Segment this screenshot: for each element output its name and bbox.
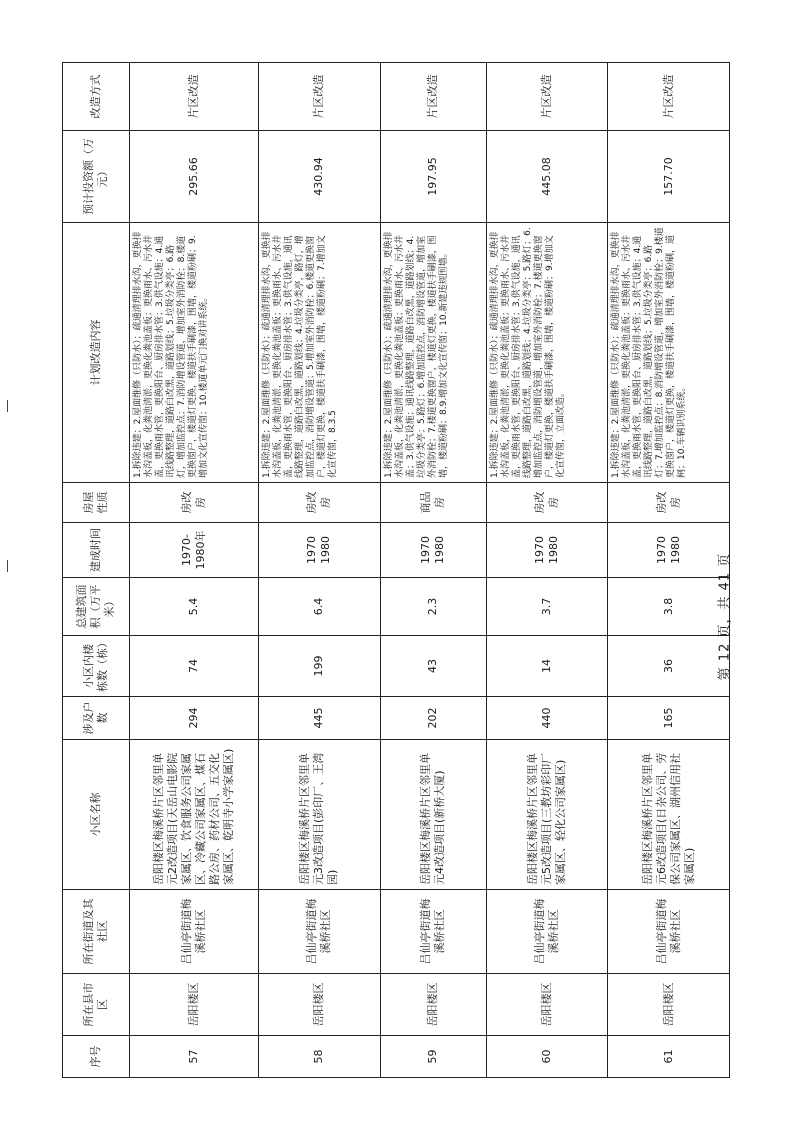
page-footer: [708, 552, 738, 680]
cell-nature: 房改房: [130, 483, 259, 523]
cell-area: 6.4: [258, 578, 380, 636]
cell-plan: 1.拆除违建；2.屋面维修（只防水）；疏通清理排水沟，更换排水沟盖板，化粪池清淤，更换化粪池盖板；更换雨水、污水井盖，更换雨水管，更换阳台、厨房排水管；3.供气设施，通讯线路整理，道路白改黑，道路划线；4.垃圾分类亭；5.路灯；6.增加监控点，消防增设管道，增加室外消防栓；7.楼道更换窗户，楼道灯更换，楼道扶手刷漆，围墙，楼道粉刷；9.增加文化宣传窗，立面改造。: [486, 223, 608, 483]
cell-plan: 1.拆除违建；2.屋面维修（只防水）；疏通清理排水沟，更换排水沟盖板，化粪池清淤，更换化粪池盖板；更换雨水、污水井盖，更换雨水管，更换阳台、厨房排水管；3.供气设施，通讯线路整理，道路白改黑，道路划线；4.垃圾分类亭，路灯，增加监控点，消防增设管道；5.增加室外消防栓；6.楼道更换窗户，楼道灯更换，楼道扶手刷漆，围墙，楼道粉刷；7.增加文化宣传窗，8.3.5: [258, 223, 380, 483]
header-street: 所在街道及其社区: [63, 890, 130, 974]
table-row: [486, 63, 608, 1078]
cell-plan: 1.拆除违建；2.屋面维修（只防水）；疏通清理排水沟，更换排水沟盖板，化粪池清淤，更换化粪池盖板；更换雨水、污水井盖；3.供气设施；通讯线路整理，道路白改黑，道路划线；4.垃圾分类亭；5.路灯；6.增加监控点，消防增设管道，增加室外消防栓；7.楼道更换窗户，楼道灯更换，楼道扶手刷漆，围墙，楼道粉刷；8.9.增加文化宣传窗；10.新建违规围墙。: [380, 223, 486, 483]
cell-name: 岳阳楼区梅溪桥片区邻里单元2改造项目(天岳山电影院家属区、饮食服务公司家属区、冷藏公司家属区、煤石路公房、药材公司、五交化家属区、乾明寺小学家属区): [130, 740, 259, 890]
scan-mark: [7, 400, 8, 412]
table-row: [380, 63, 486, 1078]
rotated-table-container: [62, 63, 730, 1078]
table-row: [130, 63, 259, 1078]
cell-nature: 房改房: [258, 483, 380, 523]
header-year: 建成时间: [63, 523, 130, 578]
cell-buildings: 43: [380, 636, 486, 697]
cell-mode: 片区改造: [130, 63, 259, 131]
cell-year: 1970 1980: [608, 523, 730, 578]
cell-name: 岳阳楼区梅溪桥片区邻里单元6改造项目(日杂公司、劳保公司家属区、湖州信用社家属区): [608, 740, 730, 890]
header-seq: 序号: [63, 1036, 130, 1078]
cell-buildings: 74: [130, 636, 259, 697]
cell-street: 吕仙亭街道梅溪桥社区: [608, 890, 730, 974]
cell-street: 吕仙亭街道梅溪桥社区: [486, 890, 608, 974]
cell-households: 202: [380, 697, 486, 740]
cell-area: 3.7: [486, 578, 608, 636]
cell-seq: 61: [608, 1036, 730, 1078]
cell-street: 吕仙亭街道梅溪桥社区: [130, 890, 259, 974]
cell-area: 3.8: [608, 578, 730, 636]
cell-seq: 60: [486, 1036, 608, 1078]
cell-buildings: 14: [486, 636, 608, 697]
cell-invest: 197.95: [380, 131, 486, 223]
header-name: 小区名称: [63, 740, 130, 890]
cell-seq: 59: [380, 1036, 486, 1078]
cell-seq: 58: [258, 1036, 380, 1078]
header-county: 所在县市区: [63, 974, 130, 1036]
cell-county: 岳阳楼区: [486, 974, 608, 1036]
cell-mode: 片区改造: [380, 63, 486, 131]
cell-street: 吕仙亭街道梅溪桥社区: [380, 890, 486, 974]
cell-year: 1970 1980: [486, 523, 608, 578]
table-header-row: [63, 63, 130, 1078]
cell-mode: 片区改造: [486, 63, 608, 131]
header-area: 总建筑面积（万平米）: [63, 578, 130, 636]
header-households: 涉及户数: [63, 697, 130, 740]
cell-name: 岳阳楼区梅溪桥片区邻里单元4改造项目(新桥大厦): [380, 740, 486, 890]
renovation-table: [62, 62, 730, 1078]
cell-area: 2.3: [380, 578, 486, 636]
cell-invest: 157.70: [608, 131, 730, 223]
cell-year: 1970-1980年: [130, 523, 259, 578]
cell-year: 1970 1980: [380, 523, 486, 578]
cell-mode: 片区改造: [608, 63, 730, 131]
cell-invest: 430.94: [258, 131, 380, 223]
cell-households: 440: [486, 697, 608, 740]
cell-households: 445: [258, 697, 380, 740]
cell-households: 294: [130, 697, 259, 740]
cell-seq: 57: [130, 1036, 259, 1078]
cell-county: 岳阳楼区: [130, 974, 259, 1036]
cell-area: 5.4: [130, 578, 259, 636]
cell-county: 岳阳楼区: [380, 974, 486, 1036]
cell-households: 165: [608, 697, 730, 740]
page-number: 第 12 页，共 41 页: [717, 552, 733, 680]
header-buildings: 小区内楼栋数（栋）: [63, 636, 130, 697]
cell-name: 岳阳楼区梅溪桥片区邻里单元3改造项目(彭印厂、王湾园): [258, 740, 380, 890]
cell-name: 岳阳楼区梅溪桥片区邻里单元5改造项目(三教坊彩印厂家属区、轻化公司家属区): [486, 740, 608, 890]
header-nature: 房屋性质: [63, 483, 130, 523]
cell-invest: 295.66: [130, 131, 259, 223]
cell-plan: 1.拆除违建；2.屋面维修（只防水）；疏通清理排水沟，更换排水沟盖板，化粪池清淤，更换化粪池盖板；更换雨水、污水井盖，更换雨水管，更换阳台、厨房排水管；3.供气设施；4.通讯线路整理，道路白改黑，道路划线；5.垃圾分类亭；6.路灯；7.增加监控点；8.消防增设管道，增加室外消防栓；9.楼道更换窗户，楼道灯更换，楼道扶手刷漆，围墙，楼道粉刷，道闸；10.车辆识别系统。: [608, 223, 730, 483]
header-mode: 改造方式: [63, 63, 130, 131]
cell-year: 1970 1980: [258, 523, 380, 578]
cell-plan: 1.拆除违建；2.屋面维修（只防水）；疏通清理排水沟，更换排水沟盖板，化粪池清淤，更换化粪池盖板；更换雨水、污水井盖，更换雨水管，更换阳台、厨房排水管；3.供气设施；4.通讯线路整理，道路白改黑，道路划线；5.垃圾分类亭；6.路灯，增加监控点；7.消防增设管道，增加室外消防栓；8.楼道更换窗户，楼道灯更换，楼道扶手刷漆，围墙，楼道粉刷；9.增加文化宣传窗；10.楼道单元门换对讲系统。: [130, 223, 259, 483]
cell-nature: 商品房: [380, 483, 486, 523]
cell-nature: 房改房: [608, 483, 730, 523]
cell-buildings: 199: [258, 636, 380, 697]
cell-buildings: 36: [608, 636, 730, 697]
header-plan: 计划改造内容: [63, 223, 130, 483]
cell-county: 岳阳楼区: [258, 974, 380, 1036]
cell-mode: 片区改造: [258, 63, 380, 131]
cell-county: 岳阳楼区: [608, 974, 730, 1036]
cell-street: 吕仙亭街道梅溪桥社区: [258, 890, 380, 974]
header-invest: 预计投资额（万元）: [63, 131, 130, 223]
scan-mark: [7, 560, 8, 572]
cell-invest: 445.08: [486, 131, 608, 223]
table-row: [258, 63, 380, 1078]
cell-nature: 房改房: [486, 483, 608, 523]
